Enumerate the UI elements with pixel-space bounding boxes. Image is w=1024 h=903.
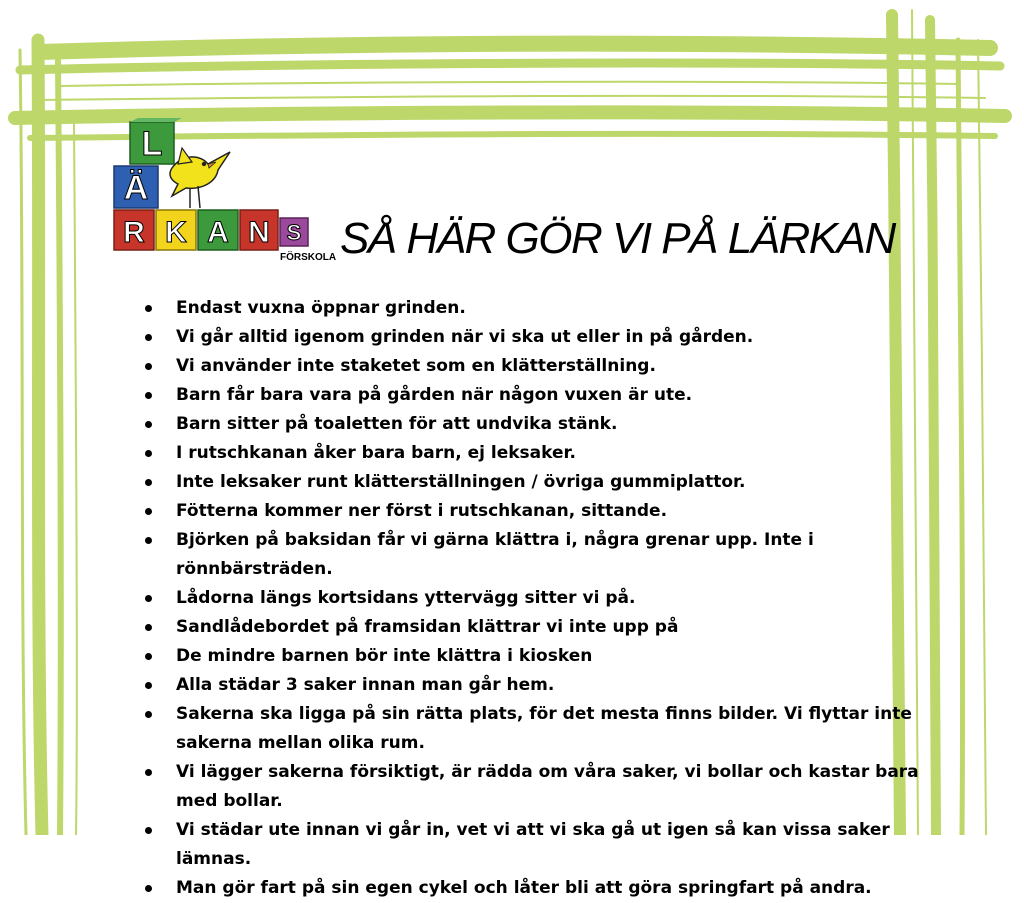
rule-item: Endast vuxna öppnar grinden. bbox=[140, 294, 930, 323]
page-title: SÅ HÄR GÖR VI PÅ LÄRKAN bbox=[340, 214, 895, 263]
logo-letter-l: L bbox=[141, 125, 163, 163]
rule-item: Vi städar ute innan vi går in, vet vi att vi ska gå ut igen så kan vissa saker lämnas. bbox=[140, 816, 930, 874]
rule-item: Vi använder inte staketet som en klätterställning. bbox=[140, 352, 930, 381]
bird-icon bbox=[170, 148, 230, 208]
rule-item: Barn sitter på toaletten för att undvika stänk. bbox=[140, 410, 930, 439]
larkans-forskola-logo bbox=[112, 118, 337, 263]
rule-item: Vi lägger sakerna försiktigt, är rädda om våra saker, vi bollar och kastar bara med bollar. bbox=[140, 758, 930, 816]
logo-letter-a: A bbox=[207, 216, 229, 249]
rule-item: Fötterna kommer ner först i rutschkanan, sittande. bbox=[140, 497, 930, 526]
rule-item: Sakerna ska ligga på sin rätta plats, för det mesta finns bilder. Vi flyttar inte sakerna mellan olika rum. bbox=[140, 700, 930, 758]
logo-letter-r: R bbox=[123, 216, 145, 249]
logo-letter-n: N bbox=[248, 216, 270, 249]
rule-item: I rutschkanan åker bara barn, ej leksaker. bbox=[140, 439, 930, 468]
rule-item: Vi går alltid igenom grinden när vi ska ut eller in på gården. bbox=[140, 323, 930, 352]
logo-subtitle: FÖRSKOLA bbox=[280, 252, 337, 263]
rule-item: De mindre barnen bör inte klättra i kiosken bbox=[140, 642, 930, 671]
rule-item: Man gör fart på sin egen cykel och låter bli att göra springfart på andra. bbox=[140, 874, 930, 903]
logo-letter-k: K bbox=[165, 216, 187, 249]
rule-item: Sandlådebordet på framsidan klättrar vi inte upp på bbox=[140, 613, 930, 642]
rule-item: Barn får bara vara på gården när någon vuxen är ute. bbox=[140, 381, 930, 410]
rule-item: Björken på baksidan får vi gärna klättra i, några grenar upp. Inte i rönnbärsträden. bbox=[140, 526, 930, 584]
logo-letter-a-umlaut: Ä bbox=[123, 169, 149, 207]
logo-letter-s: S bbox=[286, 220, 302, 245]
rule-item: Lådorna längs kortsidans yttervägg sitter vi på. bbox=[140, 584, 930, 613]
rules-list bbox=[140, 294, 930, 903]
rule-item: Alla städar 3 saker innan man går hem. bbox=[140, 671, 930, 700]
rule-item: Inte leksaker runt klätterställningen / övriga gummiplattor. bbox=[140, 468, 930, 497]
